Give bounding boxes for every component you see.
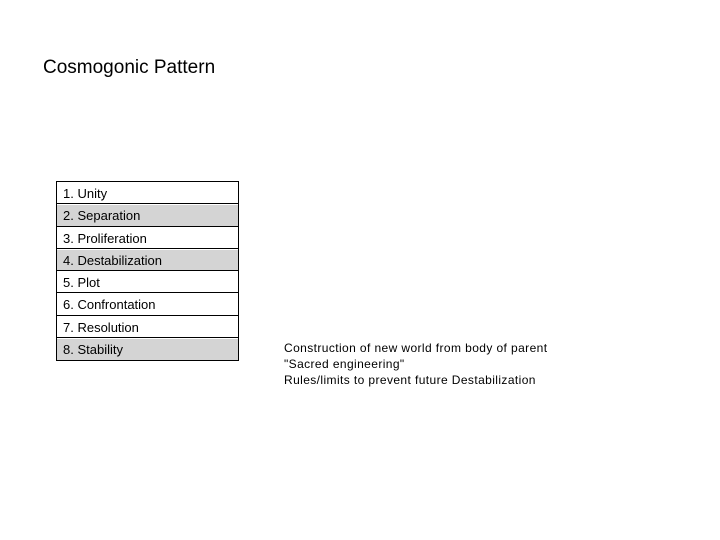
stage-row-unity: 1. Unity	[57, 182, 238, 204]
stability-notes	[284, 340, 547, 388]
stage-row-destabilization: 4. Destabilization	[57, 249, 238, 271]
note-line: Rules/limits to prevent future Destabilization	[284, 373, 536, 387]
note-line: "Sacred engineering"	[284, 357, 405, 371]
stage-row-plot: 5. Plot	[57, 271, 238, 293]
stage-row-proliferation: 3. Proliferation	[57, 227, 238, 249]
stage-row-confrontation: 6. Confrontation	[57, 293, 238, 315]
stage-row-stability: 8. Stability	[57, 338, 238, 360]
stage-row-separation: 2. Separation	[57, 204, 238, 226]
note-line: Construction of new world from body of parent	[284, 341, 548, 355]
slide-title: Cosmogonic Pattern	[43, 57, 216, 78]
stage-row-resolution: 7. Resolution	[57, 316, 238, 338]
stage-list	[56, 181, 239, 361]
